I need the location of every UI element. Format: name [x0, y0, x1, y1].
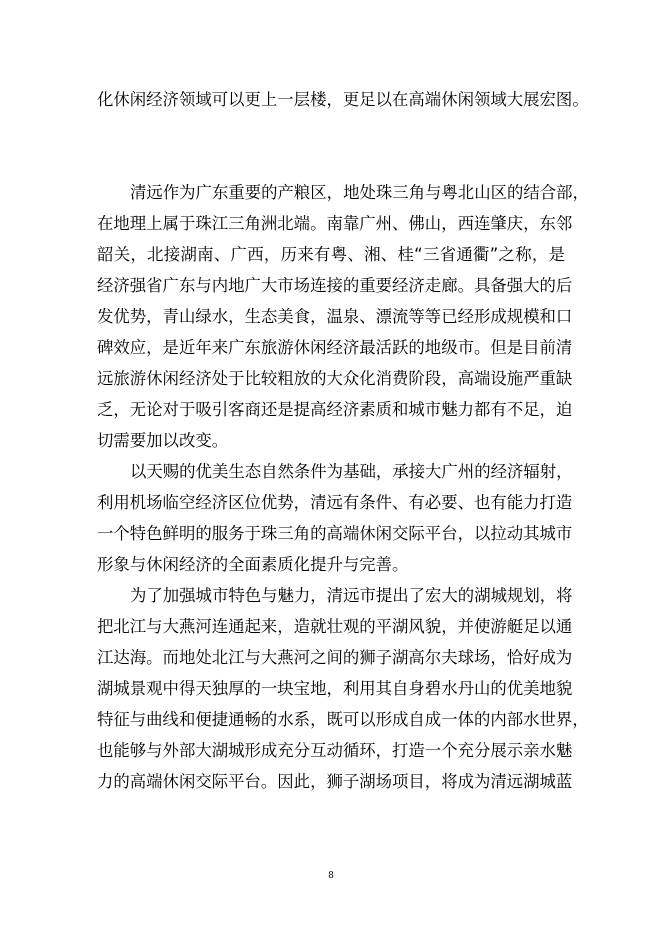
- text-line: 形象与休闲经济的全面素质化提升与完善。: [97, 555, 409, 574]
- text-line: 也能够与外部大湖城形成充分互动循环，打造一个充分展示亲水魅: [97, 741, 573, 760]
- text-line: 切需要加以改变。: [97, 431, 229, 450]
- text-line: 经济强省广东与内地广大市场连接的重要经济走廊。具备强大的后: [97, 276, 573, 295]
- text-line: 力的高端休闲交际平台。因此，狮子湖场项目，将成为清远湖城蓝: [97, 772, 573, 791]
- paragraph-gap: [97, 115, 565, 146]
- text-line: 在地理上属于珠江三角洲北端。南靠广州、佛山，西连肇庆，东邻: [97, 214, 573, 233]
- text-line: 发优势，青山绿水，生态美食，温泉、漂流等等已经形成规模和口: [97, 307, 573, 326]
- body-text: [97, 84, 589, 797]
- text-line: 碑效应，是近年来广东旅游休闲经济最活跃的地级市。但是目前清: [97, 338, 573, 357]
- text-line: 江达海。而地处北江与大燕河之间的狮子湖高尔夫球场，恰好成为: [97, 648, 573, 667]
- text-line: 清远作为广东重要的产粮区，地处珠三角与粤北山区的结合部，: [130, 183, 589, 202]
- text-line: 为了加强城市特色与魅力，清远市提出了宏大的湖城规划，将: [130, 586, 573, 605]
- text-line: 湖城景观中得天独厚的一块宝地，利用其自身碧水丹山的优美地貌: [97, 679, 573, 698]
- text-line: 乏，无论对于吸引客商还是提高经济素质和城市魅力都有不足，迫: [97, 400, 573, 419]
- text-line: 化休闲经济领域可以更上一层楼，更足以在高端休闲领域大展宏图。: [97, 90, 589, 109]
- page-number: 8: [328, 871, 334, 881]
- text-line: 把北江与大燕河连通起来，造就壮观的平湖风貌，并使游艇足以通: [97, 617, 573, 636]
- text-line: 韶关，北接湖南、广西，历来有粤、湘、桂“三省通衢”之称，是: [97, 245, 565, 264]
- text-line: 特征与曲线和便捷通畅的水系，既可以形成自成一体的内部水世界，: [97, 710, 589, 729]
- text-line: 远旅游休闲经济处于比较粗放的大众化消费阶段，高端设施严重缺: [97, 369, 573, 388]
- paragraph-gap: [97, 146, 565, 177]
- text-line: 以天赐的优美生态自然条件为基础，承接大广州的经济辐射，: [130, 462, 573, 481]
- text-line: 利用机场临空经济区位优势，清远有条件、有必要、也有能力打造: [97, 493, 573, 512]
- text-line: 一个特色鲜明的服务于珠三角的高端休闲交际平台，以拉动其城市: [97, 524, 573, 543]
